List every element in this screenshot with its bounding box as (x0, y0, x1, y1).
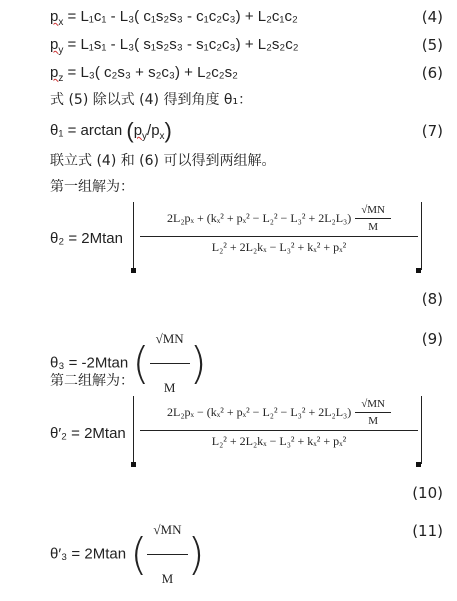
eq7-arg: p (133, 122, 143, 139)
eq9-numerator: √MN (155, 331, 184, 346)
eq10-inner-den: M (368, 415, 378, 427)
eq5-rhs: = L₁s₁ - L₃( s₁s₂s₃ - s₁c₂c₃) + L₂s₂c₂ (63, 36, 299, 53)
eq9-denominator: M (163, 380, 176, 395)
eq7-argsub: y (142, 131, 148, 142)
eq8-left-bar (133, 202, 134, 270)
eq9-number: (9) (421, 330, 443, 348)
eq8-fraction (140, 204, 418, 255)
eq4-sub: x (58, 17, 64, 28)
eq9-lhs: θ₃ = -2Mtan (50, 354, 129, 372)
eq10-right-marker (416, 462, 421, 467)
equation-4 (50, 8, 298, 32)
equation-11 (50, 508, 205, 601)
eq10-number: (10) (412, 484, 443, 502)
eq8-left-marker (131, 268, 136, 273)
eq5-lhs: p (50, 36, 59, 53)
eq11-numerator: √MN (153, 522, 182, 537)
eq11-lhs: θ′₃ = 2Mtan (50, 545, 127, 563)
eq8-lhs: θ₂ = 2Mtan (50, 230, 123, 247)
eq8-number: (8) (421, 290, 443, 308)
text-combine-eq: 联立式 (4) 和 (6) 可以得到两组解。 (50, 153, 276, 169)
eq6-rhs: = L₃( c₂s₃ + s₂c₃) + L₂c₂s₂ (63, 64, 238, 81)
eq9-open-paren: ( (132, 337, 150, 389)
eq4-number: (4) (421, 8, 443, 26)
eq5-number: (5) (421, 36, 443, 54)
eq7-number: (7) (421, 122, 443, 140)
eq11-open-paren: ( (130, 528, 148, 580)
eq5-sub: y (58, 45, 64, 56)
eq8-numerator: 2L₂pₓ + (kₓ² + pₓ² − L₂² − L₃² + 2L₂L₃) (167, 211, 352, 225)
eq8-right-marker (416, 268, 421, 273)
eq10-fraction (140, 398, 418, 449)
eq10-left-bar (133, 396, 134, 464)
eq7-slash: /p (147, 122, 160, 139)
eq4-lhs: p (50, 8, 59, 25)
eq10-inner-num: √MN (361, 398, 385, 410)
eq6-number: (6) (421, 64, 443, 82)
eq10-left-marker (131, 462, 136, 467)
eq6-sub: z (58, 73, 64, 84)
eq8-denominator: L₂² + 2L₂kₓ − L₃² + kₓ² + pₓ² (211, 240, 347, 254)
eq10-lhs: θ′₂ = 2Mtan (50, 425, 126, 442)
text-divide-eq: 式 (5) 除以式 (4) 得到角度 θ₁： (50, 92, 253, 108)
eq4-rhs: = L₁c₁ - L₃( c₁s₂s₃ - c₁c₂c₃) + L₂c₁c₂ (63, 8, 298, 25)
eq10-right-bar (421, 396, 422, 464)
text-second-solution: 第二组解为： (50, 373, 134, 389)
equation-7: $\theta_1 = \arctan (p_y/p_x)$ (50, 118, 172, 143)
eq7-lhs: θ₁ = arctan (50, 122, 127, 139)
eq11-number: (11) (412, 522, 443, 540)
equation-6 (50, 64, 238, 88)
eq9-close-paren: ) (189, 337, 207, 389)
equation-5 (50, 36, 299, 60)
eq10-numerator: 2L₂pₓ − (kₓ² + pₓ² − L₂² − L₃² + 2L₂L₃) (167, 405, 352, 419)
eq6-lhs: p (50, 64, 59, 81)
eq8-right-bar (421, 202, 422, 270)
eq11-close-paren: ) (187, 528, 205, 580)
eq7-slashsub: x (159, 131, 165, 142)
eq8-inner-den: M (368, 221, 378, 233)
text-first-solution: 第一组解为： (50, 179, 134, 195)
eq10-denominator: L₂² + 2L₂kₓ − L₃² + kₓ² + pₓ² (211, 434, 347, 448)
eq8-inner-num: √MN (361, 204, 385, 216)
equation-9 (50, 317, 207, 410)
eq11-denominator: M (161, 571, 174, 586)
